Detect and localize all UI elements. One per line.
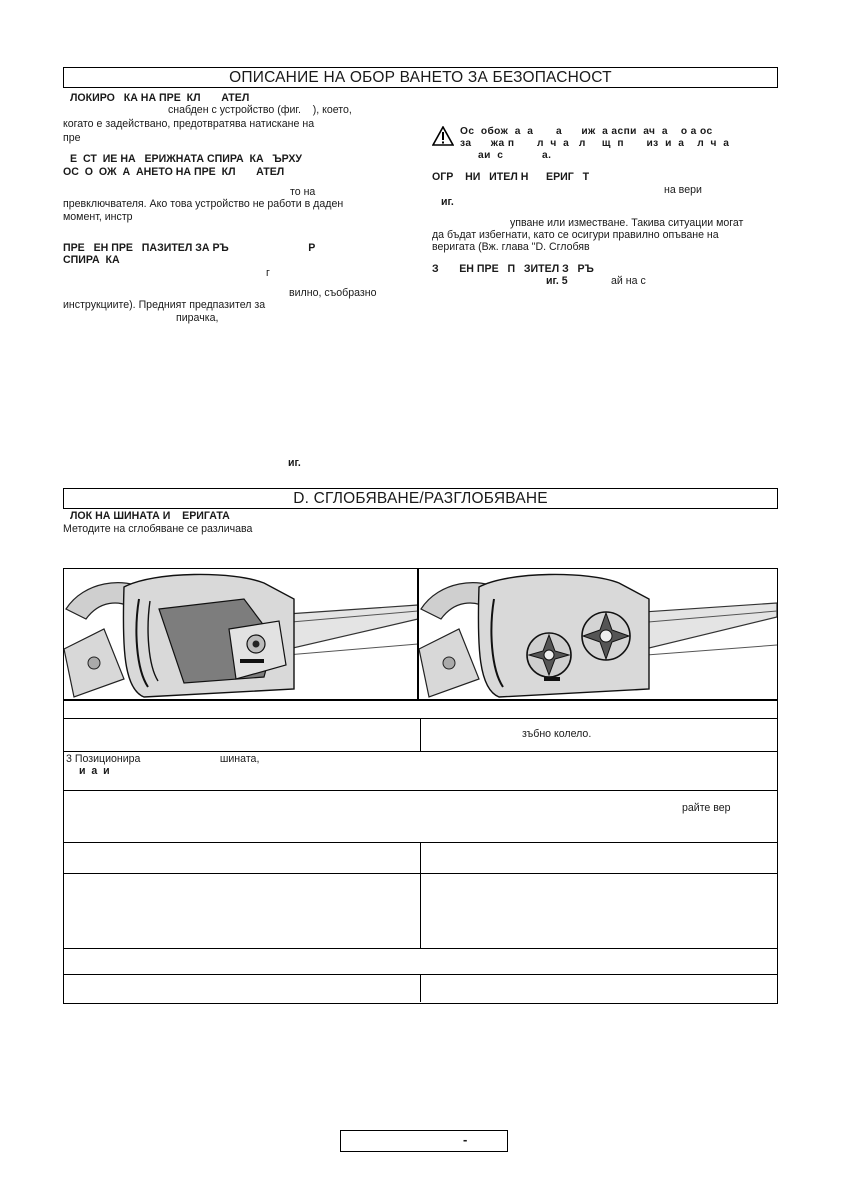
chain-brake-effect-heading-1: Е СТ ИЕ НА ЕРИЖНАТА СПИРА КА ЪРХУ xyxy=(70,153,302,165)
rear-hand-guard-line-1: ай на с xyxy=(611,275,646,287)
table-rule xyxy=(420,842,421,948)
front-hand-guard-heading-2: СПИРА КА xyxy=(63,254,120,266)
fig-reference: иг. xyxy=(288,457,301,469)
chain-brake-effect-heading-2: ОС О ОЖ А АНЕТО НА ПРЕ КЛ АТЕЛ xyxy=(63,166,285,178)
blocking-switch-line-2: когато е задействано, предотвратява натискане на xyxy=(63,118,315,130)
chain-limiter-line-1: на вери xyxy=(664,184,702,196)
rear-hand-guard-heading: З ЕН ПРЕ П ЗИТЕЛ З РЪ xyxy=(432,263,594,275)
chain-limiter-heading: ОГР НИ ИТЕЛ Н ЕРИГ Т xyxy=(432,171,590,183)
chain-limiter-line-4: да бъдат избегнати, като се осигури правилно опъване на xyxy=(432,229,719,241)
front-hand-guard-line-1: г xyxy=(266,267,270,279)
page-marker: - xyxy=(463,1132,468,1147)
blocking-switch-line-1: снабден с устройство (фиг. ), което, xyxy=(168,104,352,116)
section-d-title-banner xyxy=(63,488,778,509)
warning-triangle-icon xyxy=(432,126,454,146)
table-rule xyxy=(417,568,418,699)
table-rule xyxy=(420,974,421,1002)
front-hand-guard-line-2: вилно, съобразно xyxy=(289,287,377,299)
front-hand-guard-line-3: инструкциите). Предният предпазител за xyxy=(63,299,266,311)
front-hand-guard-line-4: пирачка, xyxy=(176,312,219,324)
warning-line-2: за жа п л ч а л щ п из и а л ч а xyxy=(460,138,730,149)
table-rule xyxy=(420,718,421,751)
chainsaw-photo-left xyxy=(63,568,419,701)
assembly-methods-intro: Методите на сглобяване се различава xyxy=(63,523,253,535)
blocking-switch-heading: ЛОКИРО КА НА ПРЕ КЛ АТЕЛ xyxy=(70,92,250,104)
chainsaw-photo-right xyxy=(418,568,778,701)
chain-brake-effect-line-1: то на xyxy=(290,186,316,198)
front-hand-guard-heading-1: ПРЕ ЕН ПРЕ ПАЗИТЕЛ ЗА РЪ Р xyxy=(63,242,316,254)
warning-line-3: аи с а. xyxy=(478,150,552,161)
section-c-title: ОПИСАНИЕ НА ОБОР ВАНЕТО ЗА БЕЗОПАСНОСТ xyxy=(229,69,612,86)
warning-line-1: Ос обож а а а иж а аспи ач а о а ос xyxy=(460,126,713,137)
chain-brake-effect-line-2: превключвателя. Ако това устройство не работи в даден xyxy=(63,198,344,210)
chain-limiter-line-5: веригата (Вж. глава "D. Сглобяв xyxy=(432,241,590,253)
rear-hand-guard-fig-ref: иг. 5 xyxy=(546,275,568,287)
table-row4-right: райте вер xyxy=(682,802,731,814)
table-rule xyxy=(63,948,777,949)
chain-limiter-line-3: упване или изместване. Такива ситуации могат xyxy=(510,217,744,229)
table-row3-line-2: и а и xyxy=(79,765,110,777)
section-c-title-banner xyxy=(63,67,778,88)
table-rule xyxy=(63,790,777,791)
table-row2-right: зъбно колело. xyxy=(522,728,592,740)
page-number-box xyxy=(340,1130,508,1152)
bar-chain-block-heading: ЛОК НА ШИНАТА И ЕРИГАТА xyxy=(70,510,230,522)
chain-limiter-line-2: иг. xyxy=(441,196,454,208)
chain-brake-effect-line-3: момент, инстр xyxy=(63,211,133,223)
blocking-switch-line-3: пре xyxy=(63,132,81,144)
table-row3-line-1: 3 Позициониpa шината, xyxy=(66,753,260,765)
section-d-title: D. СГЛОБЯВАНЕ/РАЗГЛОБЯВАНЕ xyxy=(293,490,548,507)
